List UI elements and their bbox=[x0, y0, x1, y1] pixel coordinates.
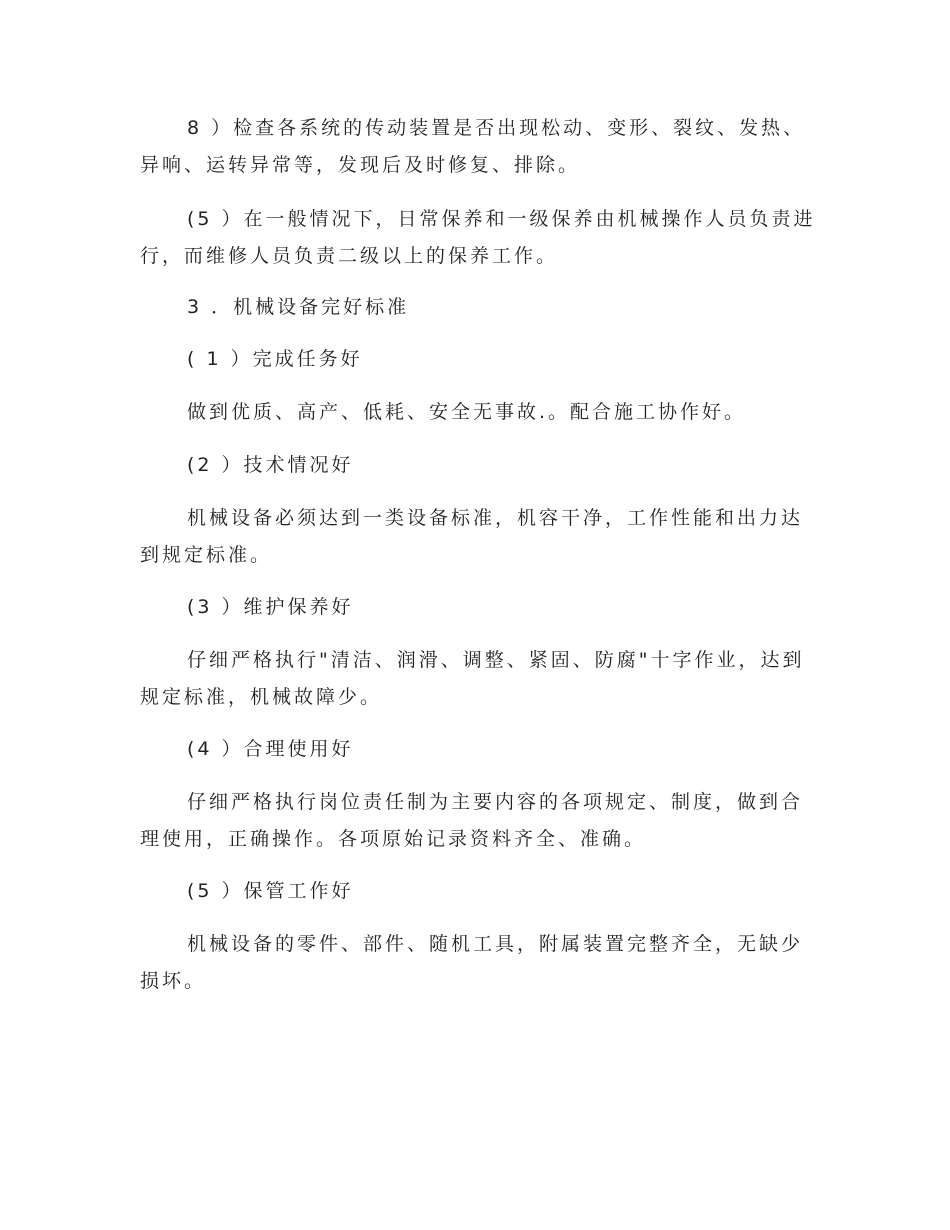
paragraph-item-8-line-2: 异响、运转异常等，发现后及时修复、排除。 bbox=[140, 154, 581, 176]
subheading-2: (2 ）技术情况好 bbox=[187, 454, 354, 476]
subheading-1: ( 1 ）完成任务好 bbox=[187, 348, 363, 370]
paragraph-4-line-2: 理使用，正确操作。各项原始记录资料齐全、准确。 bbox=[140, 828, 647, 850]
paragraph-2-line-2: 到规定标准。 bbox=[140, 544, 273, 566]
paragraph-3-line-2: 规定标准，机械故障少。 bbox=[140, 686, 383, 708]
paragraph-1-line-1: 做到优质、高产、低耗、安全无事故.。配合施工协作好。 bbox=[187, 401, 747, 423]
subheading-5: (5 ）保管工作好 bbox=[187, 880, 354, 902]
paragraph-2-line-1: 机械设备必须达到一类设备标准，机容干净，工作性能和出力达 bbox=[187, 507, 804, 529]
paragraph-5-line-2: 损坏。 bbox=[140, 970, 207, 992]
paragraph-5-line-1: 机械设备的零件、部件、随机工具，附属装置完整齐全，无缺少 bbox=[187, 933, 804, 955]
subheading-4: (4 ）合理使用好 bbox=[187, 738, 354, 760]
paragraph-item-8-line-1: 8 ）检查各系统的传动装置是否出现松动、变形、裂纹、发热、 bbox=[187, 117, 806, 139]
subheading-3: (3 ）维护保养好 bbox=[187, 596, 354, 618]
paragraph-3-line-1: 仔细严格执行"清洁、润滑、调整、紧固、防腐"十字作业，达到 bbox=[187, 649, 805, 671]
paragraph-4-line-1: 仔细严格执行岗位责任制为主要内容的各项规定、制度，做到合 bbox=[187, 791, 804, 813]
section-heading-3: 3 ．机械设备完好标准 bbox=[187, 296, 410, 318]
paragraph-item-5-line-1: (5 ）在一般情况下，日常保养和一级保养由机械操作人员负责进 bbox=[187, 208, 816, 230]
paragraph-item-5-line-2: 行，而维修人员负责二级以上的保养工作。 bbox=[140, 245, 559, 267]
